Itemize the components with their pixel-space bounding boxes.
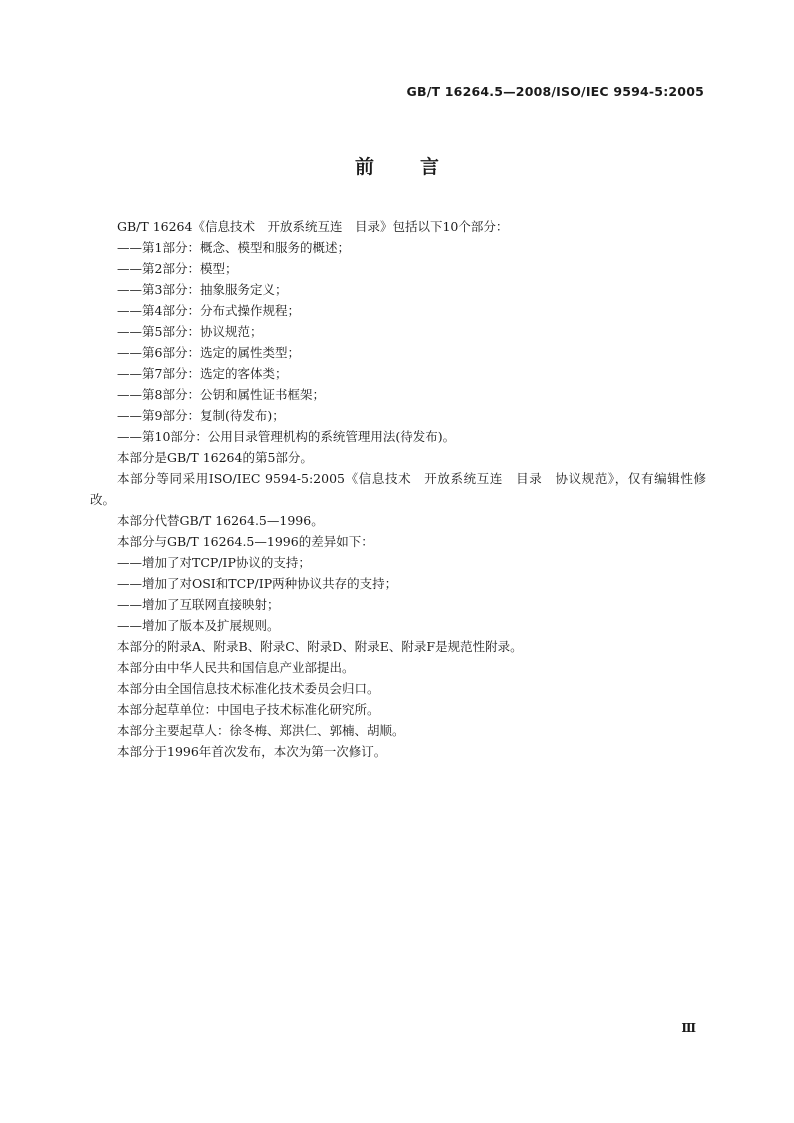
title-char-2: 言 bbox=[420, 156, 440, 178]
paragraph-proposed-by: 本部分由中华人民共和国信息产业部提出。 bbox=[117, 660, 355, 675]
paragraph-history: 本部分于1996年首次发布，本次为第一次修订。 bbox=[117, 744, 387, 759]
title-char-1: 前 bbox=[354, 156, 374, 178]
paragraph-part-statement: 本部分是GB/T 16264的第5部分。 bbox=[117, 450, 313, 465]
page-title bbox=[0, 152, 794, 179]
paragraph-drafting-unit: 本部分起草单位：中国电子技术标准化研究所。 bbox=[117, 702, 380, 717]
list-item-part-2: ——第2部分：模型； bbox=[117, 261, 238, 276]
list-item-part-1: ——第1部分：概念、模型和服务的概述； bbox=[117, 240, 350, 255]
list-item-part-9: ——第9部分：复制(待发布)； bbox=[117, 408, 285, 423]
list-item-part-3: ——第3部分：抽象服务定义； bbox=[117, 282, 288, 297]
paragraph-differences: 本部分与GB/T 16264.5—1996的差异如下： bbox=[117, 534, 374, 549]
paragraph-drafters: 本部分主要起草人：徐冬梅、郑洪仁、郭楠、胡顺。 bbox=[117, 723, 405, 738]
list-item-part-8: ——第8部分：公钥和属性证书框架； bbox=[117, 387, 325, 402]
list-item-part-10: ——第10部分：公用目录管理机构的系统管理用法(待发布)。 bbox=[117, 429, 456, 444]
paragraph-annexes: 本部分的附录A、附录B、附录C、附录D、附录E、附录F是规范性附录。 bbox=[117, 639, 523, 654]
list-item-part-7: ——第7部分：选定的客体类； bbox=[117, 366, 288, 381]
list-item-difference-4: ——增加了版本及扩展规则。 bbox=[117, 618, 280, 633]
list-item-difference-3: ——增加了互联网直接映射； bbox=[117, 597, 280, 612]
list-item-part-6: ——第6部分：选定的属性类型； bbox=[117, 345, 300, 360]
list-item-part-5: ——第5部分：协议规范； bbox=[117, 324, 263, 339]
paragraph-replaces: 本部分代替GB/T 16264.5—1996。 bbox=[117, 513, 324, 528]
page-number: Ⅲ bbox=[681, 1021, 696, 1035]
foreword-body bbox=[90, 216, 706, 762]
paragraph-adoption: 本部分等同采用ISO/IEC 9594-5:2005《信息技术 开放系统互连 目录 协议规范》，仅有编辑性修改。 bbox=[90, 471, 706, 507]
standard-code-header: GB/T 16264.5—2008/ISO/IEC 9594-5:2005 bbox=[406, 84, 704, 99]
list-item-difference-2: ——增加了对OSI和TCP/IP两种协议共存的支持； bbox=[117, 576, 398, 591]
list-item-difference-1: ——增加了对TCP/IP协议的支持； bbox=[117, 555, 311, 570]
paragraph-intro: GB/T 16264《信息技术 开放系统互连 目录》包括以下10个部分： bbox=[117, 219, 509, 234]
paragraph-under-jurisdiction: 本部分由全国信息技术标准化技术委员会归口。 bbox=[117, 681, 380, 696]
list-item-part-4: ——第4部分：分布式操作规程； bbox=[117, 303, 300, 318]
